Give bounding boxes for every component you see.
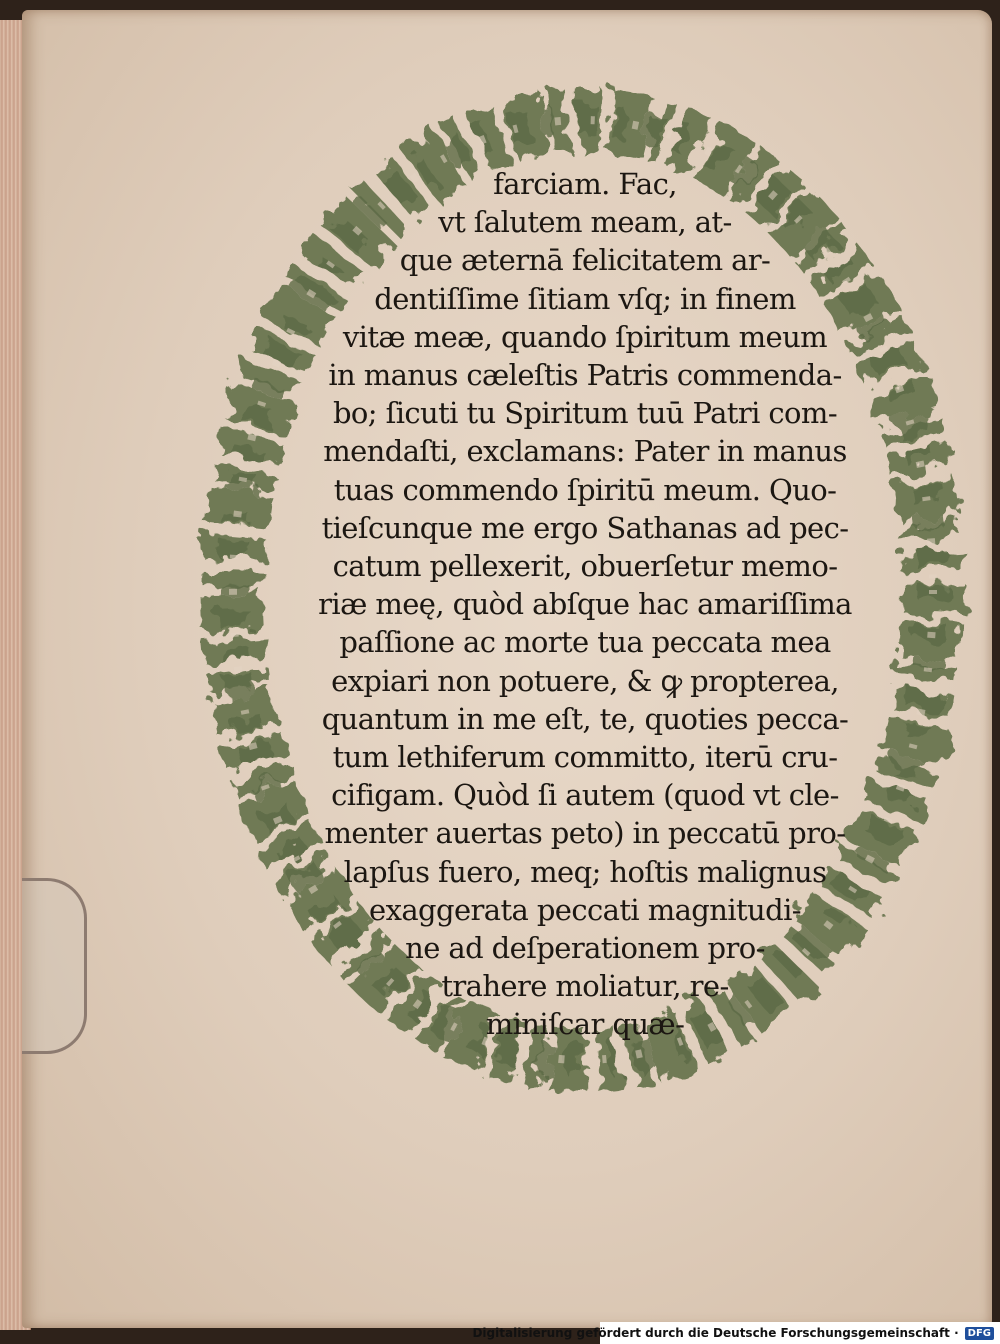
text-line: que æternā felicitatem ar- [399,243,771,278]
text-line: bo; ſicuti tu Spiritum tuū Patri com- [332,396,838,431]
text-line: catum pellexerit, obuerſetur memo- [332,549,838,584]
text-line: trahere moliatur, re- [441,969,729,1004]
text-line: lapſus fuero, meq; hoſtis malignus [343,854,827,889]
text-line: quantum in me eſt, te, quoties pecca- [321,701,849,736]
text-line: expiari non potuere, & ꝙ propterea, [331,663,839,698]
paper-clip [22,878,87,1054]
text-line: mendaſti, exclamans: Pater in manus [323,434,847,469]
text-line: vitæ meæ, quando ſpiritum meum [342,319,828,354]
text-line: tieſcunque me ergo Sathanas ad pec- [321,510,849,545]
page-text [280,165,890,1065]
text-line: dentiſſime ſitiam vſq; in finem [374,281,796,316]
text-line: in manus cæleſtis Patris commenda- [328,358,842,393]
text-line: farciam. Fac, [493,167,677,201]
text-line: cifigam. Quòd ſi autem (quod vt cle- [331,778,839,813]
text-line: ne ad deſperationem pro- [405,931,765,966]
text-line: exaggerata peccati magnitudi- [369,892,801,927]
text-line: miniſcar quæ- [485,1007,685,1042]
dfg-logo-icon: DFG [965,1327,994,1340]
footer-credit: Digitalisierung gefördert durch die Deutsche Forschungsgemeinschaft · [472,1326,959,1340]
text-line: paſſione ac morte tua peccata mea [339,625,831,660]
text-line: riæ meę, quòd abſque hac amariſſima [318,587,852,622]
text-line: menter auertas peto) in peccatū pro- [324,816,846,851]
text-line: vt ſalutem meam, at- [438,205,732,240]
text-line: tum lethiferum committo, iterū cru- [332,740,838,775]
text-line: tuas commendo ſpiritū meum. Quo- [333,472,837,507]
digitization-footer [472,1322,1000,1344]
